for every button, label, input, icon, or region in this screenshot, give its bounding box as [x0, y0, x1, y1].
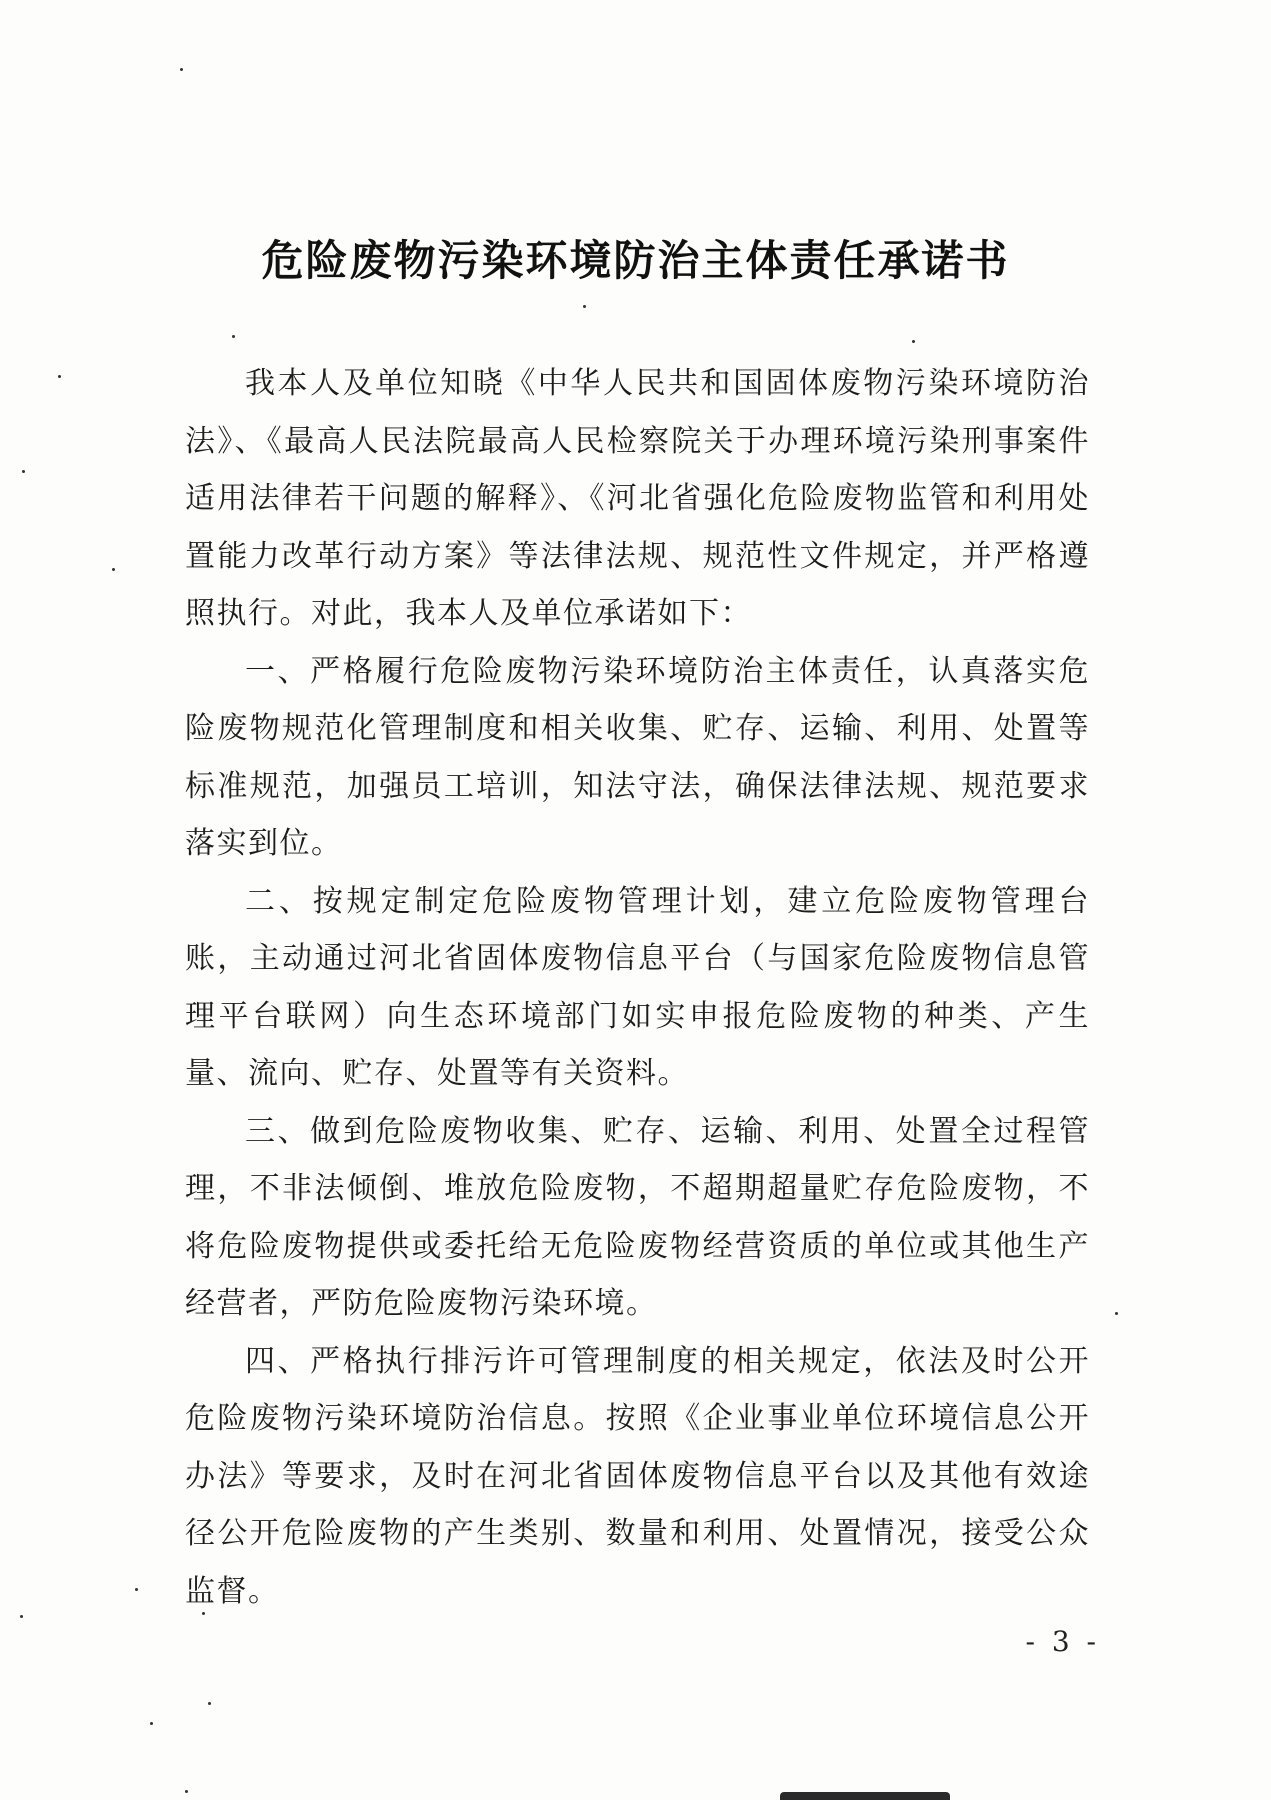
scan-speck: [232, 335, 235, 338]
scan-speck: [912, 340, 915, 343]
document-title: 危险废物污染环境防治主体责任承诺书: [261, 236, 1010, 285]
scan-edge-mark: [780, 1792, 950, 1800]
scan-speck: [135, 1588, 138, 1591]
paragraph-item-4: 四、严格执行排污许可管理制度的相关规定，依法及时公开危险废物污染环境防治信息。按照《企业事业单位环境信息公开办法》等要求，及时在河北省固体废物信息平台以及其他有效途径公开危险废物的产生类别、数量和利用、处置情况，接受公众监督。: [185, 1343, 1090, 1609]
document-body: [185, 355, 1090, 1620]
scan-speck: [583, 305, 586, 308]
scan-speck: [185, 1790, 188, 1793]
scan-speck: [22, 470, 25, 473]
scan-speck: [112, 568, 115, 571]
scan-speck: [180, 68, 183, 71]
scan-speck: [150, 1722, 153, 1725]
scan-speck: [202, 1612, 205, 1615]
scan-speck: [58, 375, 61, 378]
page-number: - 3 -: [1025, 1625, 1100, 1658]
scan-speck: [1115, 1312, 1118, 1315]
scan-speck: [208, 1702, 211, 1705]
paragraph-item-3: 三、做到危险废物收集、贮存、运输、利用、处置全过程管理，不非法倾倒、堆放危险废物，不超期超量贮存危险废物，不将危险废物提供或委托给无危险废物经营资质的单位或其他生产经营者，严防危险废物污染环境。: [185, 1113, 1090, 1321]
scan-speck: [20, 1615, 23, 1618]
paragraph-item-1: 一、严格履行危险废物污染环境防治主体责任，认真落实危险废物规范化管理制度和相关收集、贮存、运输、利用、处置等标准规范，加强员工培训，知法守法，确保法律法规、规范要求落实到位。: [185, 653, 1090, 861]
paragraph-intro: 我本人及单位知晓《中华人民共和国固体废物污染环境防治法》、《最高人民法院最高人民检察院关于办理环境污染刑事案件适用法律若干问题的解释》、《河北省强化危险废物监管和利用处置能力改革行动方案》等法律法规、规范性文件规定，并严格遵照执行。对此，我本人及单位承诺如下：: [185, 366, 1090, 631]
paragraph-item-2: 二、按规定制定危险废物管理计划，建立危险废物管理台账，主动通过河北省固体废物信息平台（与国家危险废物信息管理平台联网）向生态环境部门如实申报危险废物的种类、产生量、流向、贮存、处置等有关资料。: [185, 883, 1090, 1091]
